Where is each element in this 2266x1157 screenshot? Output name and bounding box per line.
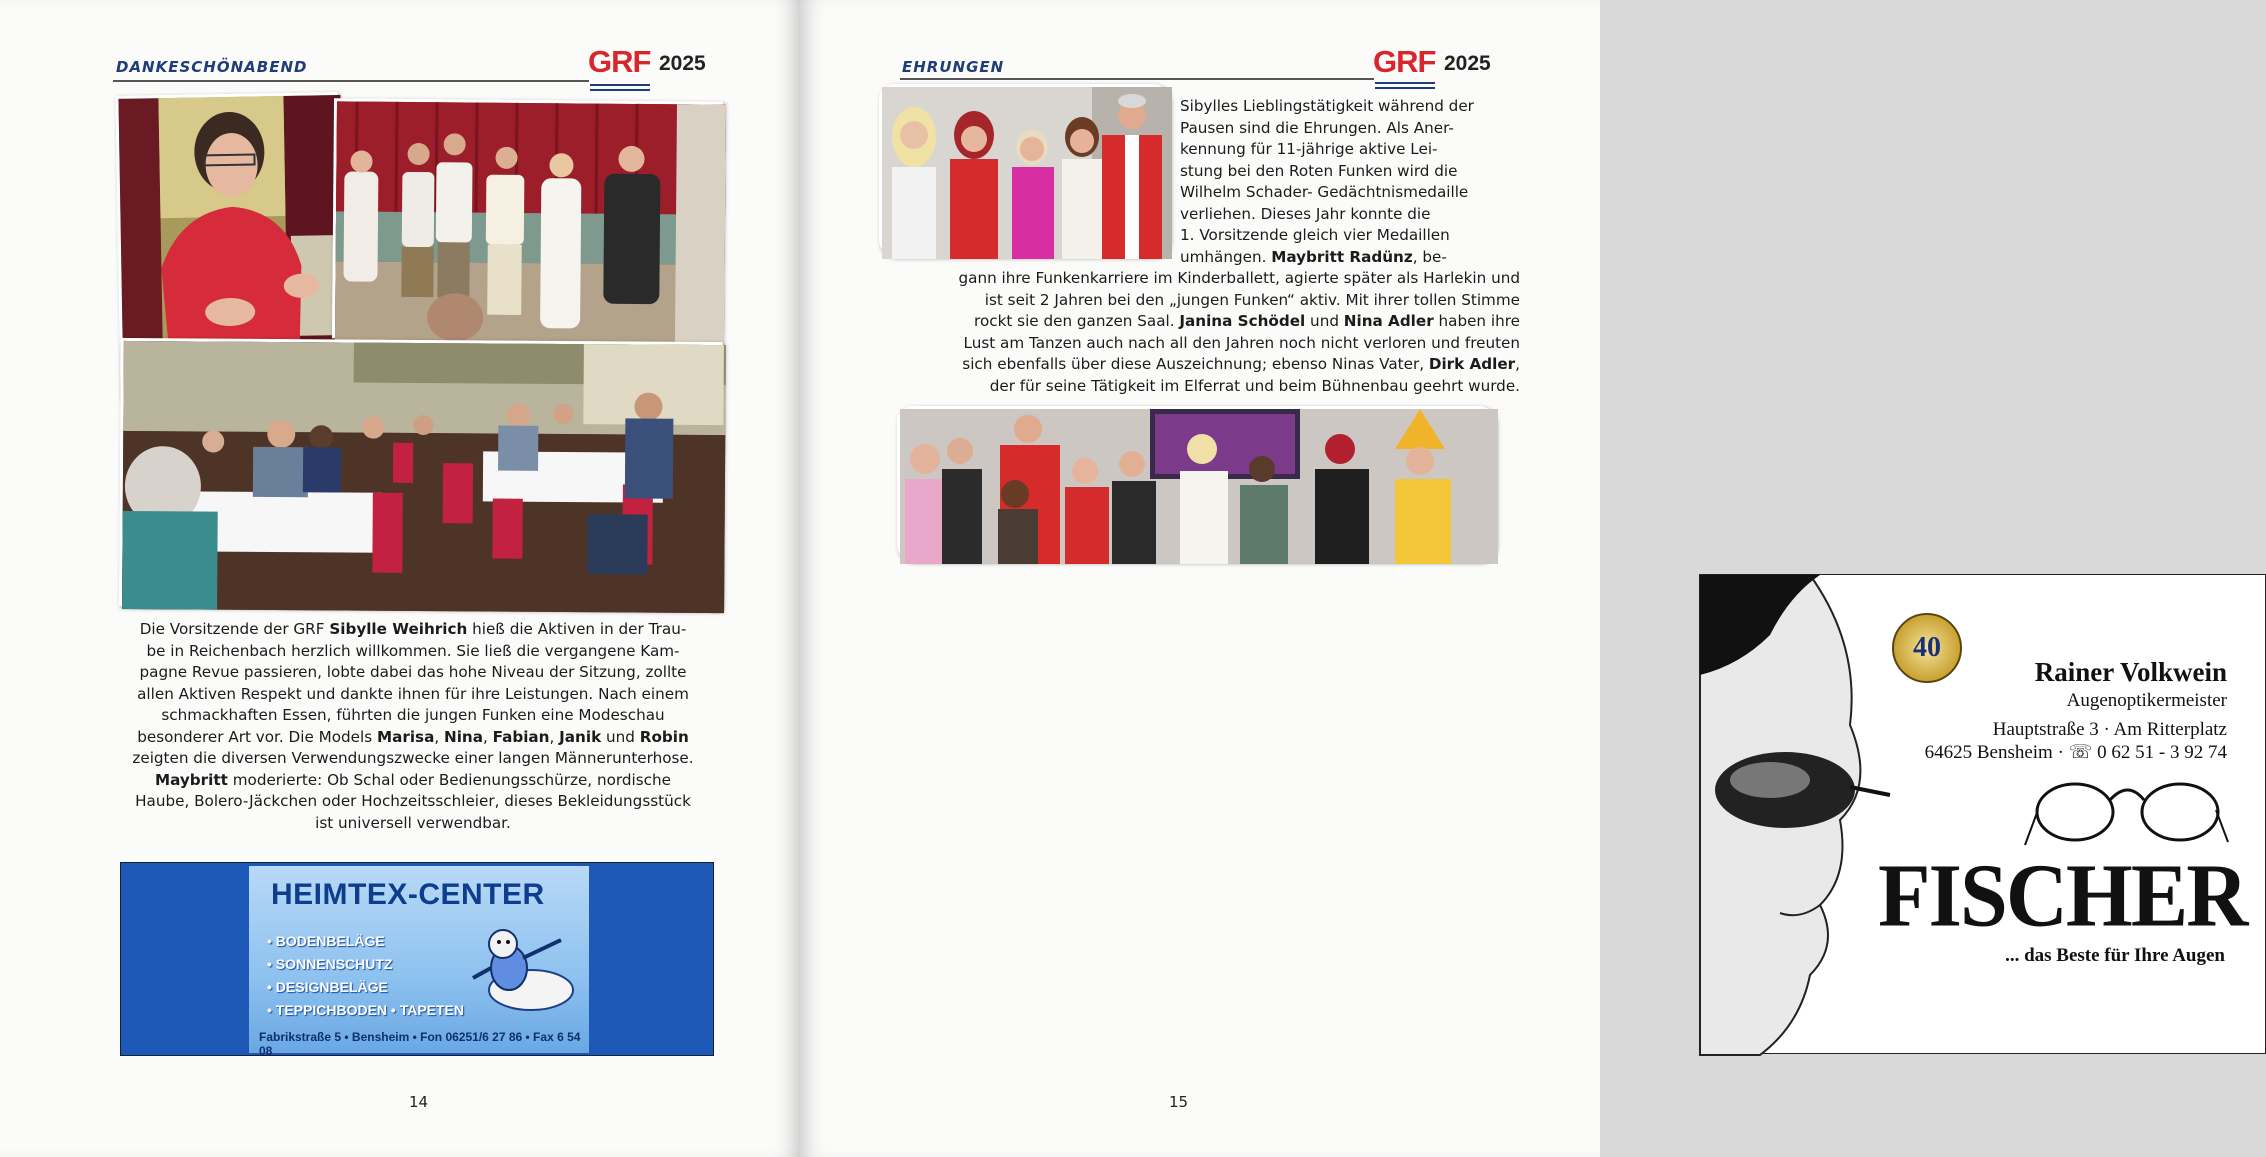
- photo-group-celebration: [897, 406, 1495, 561]
- logo-underline: [590, 84, 650, 86]
- sunglasses-man-illustration: [1700, 575, 1890, 1055]
- photo-dining-hall: [119, 338, 723, 610]
- fischer-ad: [1699, 574, 2266, 1054]
- pince-nez-icon: [2030, 770, 2230, 850]
- mascot-icon: [461, 928, 579, 1016]
- header-rule: [900, 78, 1374, 80]
- optician-title: Augenoptikermeister: [2066, 690, 2227, 711]
- photo-medal-group: [879, 84, 1169, 256]
- page-number: 14: [409, 1093, 429, 1111]
- optician-address: Hauptstraße 3 · Am Ritterplatz 64625 Bensheim · ☏ 0 62 51 - 3 92 74: [1924, 719, 2227, 763]
- heimtex-title: HEIMTEX-CENTER: [271, 878, 545, 911]
- article-text-bottom: gann ihre Funkenkarriere im Kinderballett, agierte später als Harlekin und ist seit 2 Jahren bei den „jungen Funken“ aktiv. Mit ihrer tollen Stimme rockt sie den ganzen Saal. Janina Schödel und Nina Adler haben ihre Lust am Tanzen auch nach all den Jahren noch nicht verloren und freuten sich ebenfalls über diese Auszeichnung; ebenso Ninas Vater, Dirk Adler, der für seine Tätigkeit im Elferrat und beim Bühnenbau geehrt wurde.: [958, 269, 1520, 395]
- article-text: Die Vorsitzende der GRF Sibylle Weihrich hieß die Aktiven in der Trau- be in Reichenbach herzlich willkommen. Sie ließ die vergangene Kam- pagne Revue passieren, lobte dabei das hohe Niveau der Sitzung, zollte allen Aktiven Respekt und dankte ihnen für ihre Leistungen. Nach einem schmackhaften Essen, führten die jungen Funken eine Modeschau besonderer Art vor. Die Models Marisa, Nina, Fabian, Janik und Robin zeigten die diversen Verwendungszwecke einer langen Männerunterhose. Maybritt moderierte: Ob Schal oder Bedienungsschürze, nordische Haube, Bolero-Jäckchen oder Hochzeitsschleier, dieses Bekleidungsstück ist universell verwendbar.: [132, 620, 694, 832]
- logo-underline: [1375, 87, 1435, 89]
- section-title: EHRUNGEN: [902, 58, 1005, 76]
- grf-year: 2025: [1444, 52, 1491, 75]
- heimtex-panel: [249, 866, 589, 1058]
- right-page: [800, 0, 2247, 1157]
- grf-year: 2025: [659, 52, 706, 75]
- article-text-top: Sibylles Lieblingstätigkeit während der Pausen sind die Ehrungen. Als Aner- kennung für 11-jährige aktive Lei- stung bei den Roten Funken wird die Wilhelm Schader- Gedächtnismedaille verliehen. Dieses Jahr konnte die 1. Vorsitzende gleich vier Medaillen umhängen. Maybritt Radünz, be-: [1180, 97, 1474, 266]
- heimtex-contact: Fabrikstraße 5 • Bensheim • Fon 06251/6 27 86 • Fax 6 54 08: [259, 1030, 581, 1058]
- fischer-slogan: ... das Beste für Ihre Augen: [2005, 945, 2225, 966]
- heimtex-services: • BODENBELÄGE • SONNENSCHUTZ • DESIGNBELÄGE • TEPPICHBODEN • TAPETEN: [267, 933, 465, 1018]
- left-page: [0, 0, 800, 1157]
- photo-fashion-show: [332, 98, 723, 341]
- anniversary-badge: 40: [1892, 613, 1962, 683]
- optician-name: Rainer Volkwein: [2034, 657, 2227, 687]
- header-rule: [113, 80, 589, 82]
- logo-underline: [1375, 82, 1435, 84]
- grf-logo: GRF: [1373, 44, 1436, 79]
- section-title: DANKESCHÖNABEND: [116, 58, 308, 76]
- logo-underline: [590, 89, 650, 91]
- fischer-brand: FISCHER: [1878, 844, 2247, 946]
- heimtex-ad: [120, 862, 714, 1056]
- page-number: 15: [1169, 1093, 1189, 1111]
- grf-logo: GRF: [588, 44, 651, 79]
